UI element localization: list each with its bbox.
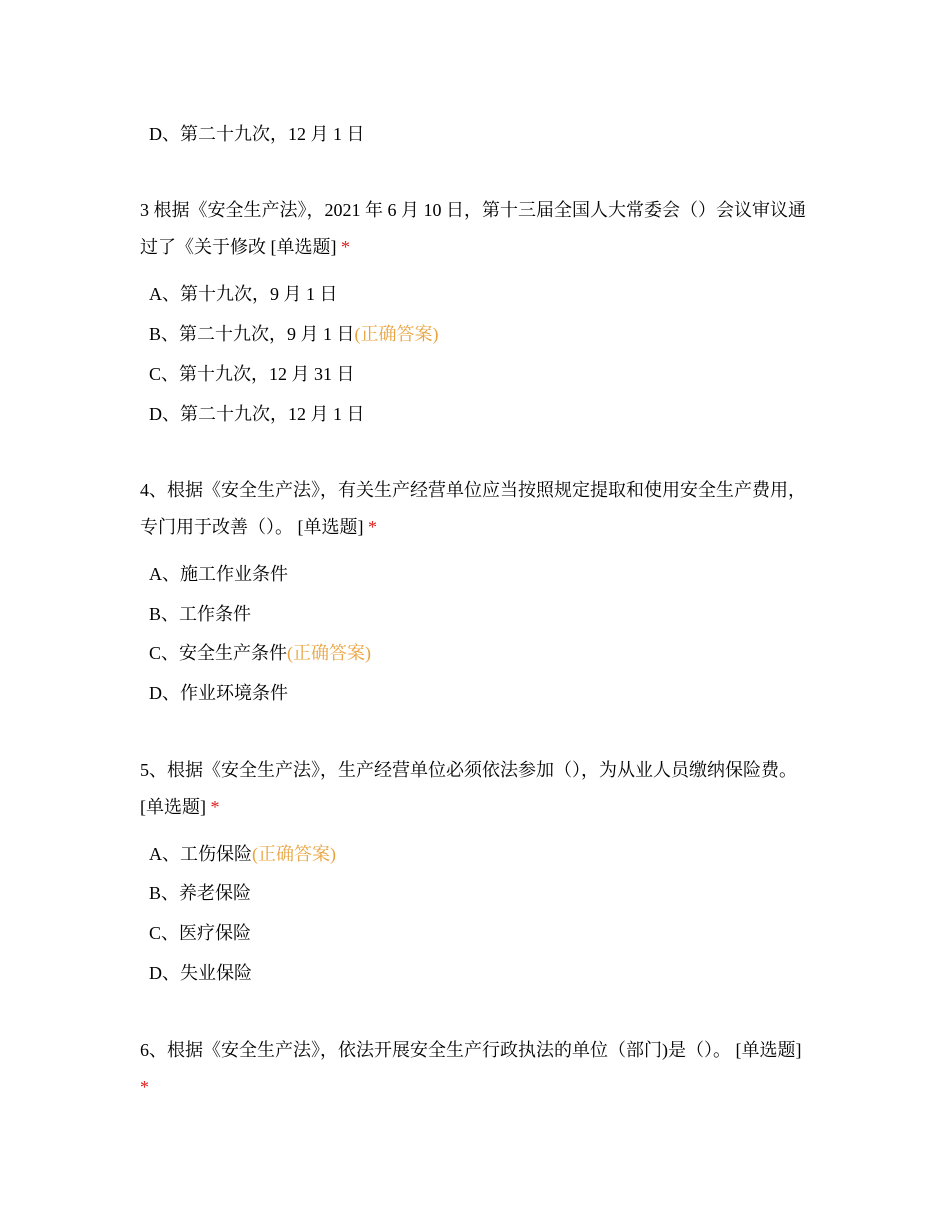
question-4-option-d (149, 681, 288, 705)
option-text: D、第二十九次，12 月 1 日 (149, 404, 365, 424)
correct-answer-label: (正确答案) (354, 324, 439, 344)
question-text: 5、根据《安全生产法》，生产经营单位必须依法参加（），为从业人员缴纳保险费。 [单选题] (140, 760, 797, 817)
option-text: C、医疗保险 (149, 923, 252, 943)
option-text: D、作业环境条件 (149, 683, 288, 703)
option-text: D、失业保险 (149, 963, 252, 983)
required-mark: * (341, 237, 350, 257)
question-5-option-b (149, 881, 251, 905)
question-text: 6、根据《安全生产法》，依法开展安全生产行政执法的单位（部门)是（）。 [单选题] (140, 1040, 802, 1060)
question-5-option-a (149, 842, 336, 866)
prev-question-option-d (149, 122, 365, 146)
option-text: A、第十九次，9 月 1 日 (149, 284, 338, 304)
question-4-option-b (149, 602, 251, 626)
question-3-option-a (149, 282, 338, 306)
option-text: D、第二十九次，12 月 1 日 (149, 124, 365, 144)
option-text: A、施工作业条件 (149, 564, 288, 584)
question-4-option-a (149, 562, 288, 586)
required-mark: * (368, 517, 377, 537)
option-text: C、第十九次，12 月 31 日 (149, 364, 355, 384)
option-text: A、工伤保险 (149, 844, 252, 864)
question-text: 4、根据《安全生产法》，有关生产经营单位应当按照规定提取和使用安全生产费用，专门用于改善（）。 [单选题] (140, 480, 806, 537)
option-text: C、安全生产条件 (149, 643, 288, 663)
option-text: B、第二十九次，9 月 1 日 (149, 324, 355, 344)
question-5-option-c (149, 921, 251, 945)
question-3-option-d (149, 402, 365, 426)
required-mark: * (210, 797, 220, 817)
correct-answer-label: (正确答案) (252, 844, 336, 864)
question-4-stem (140, 472, 810, 546)
question-text: 3 根据《安全生产法》，2021 年 6 月 10 日，第十三届全国人大常委会（）会议审议通过了《关于修改 [单选题] (140, 200, 806, 257)
question-5-option-d (149, 961, 252, 985)
option-text: B、养老保险 (149, 883, 252, 903)
question-3-option-c (149, 362, 355, 386)
required-mark: * (140, 1077, 149, 1097)
question-4-option-c (149, 641, 371, 665)
option-text: B、工作条件 (149, 604, 252, 624)
question-6-stem (140, 1032, 810, 1106)
correct-answer-label: (正确答案) (287, 643, 372, 663)
question-3-option-b (149, 322, 439, 346)
question-3-stem (140, 192, 810, 266)
question-5-stem (140, 752, 810, 826)
